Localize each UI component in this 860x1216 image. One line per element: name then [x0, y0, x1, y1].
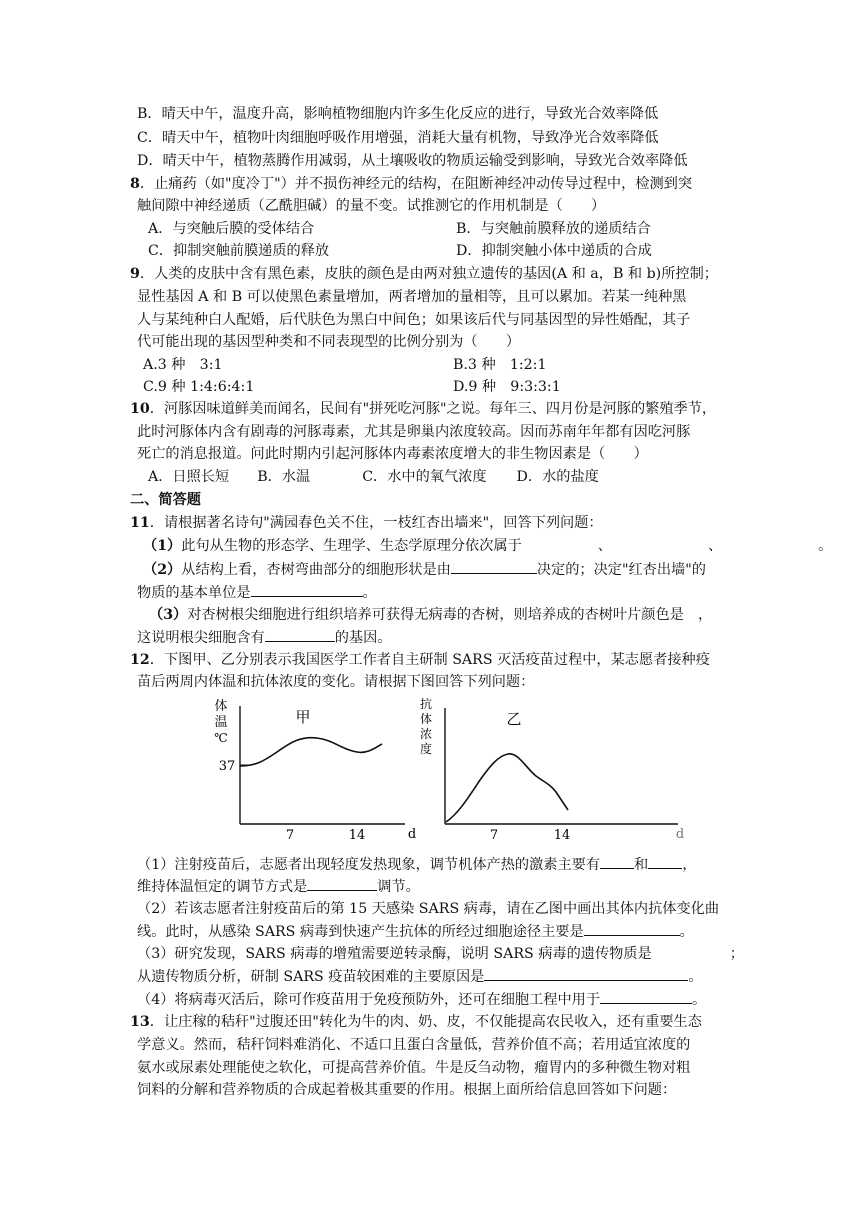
y-tick-label-37: 37: [218, 759, 236, 774]
q12-part-3-line-1: （3）研究发现，SARS 病毒的增殖需要逆转录酶，说明 SARS 病毒的遗传物质是 ；: [137, 946, 744, 962]
q10-option-b: B．水温: [257, 469, 311, 485]
answer-blank[interactable]: [451, 559, 537, 574]
q7-option-d: D．晴天中午，植物蒸腾作用减弱，从土壤吸收的物质运输受到影响，导致光合效率降低: [137, 153, 688, 169]
x-tick-label: 14: [348, 828, 366, 843]
q12-part-1-line-1: （1）注射疫苗后，志愿者出现轻度发热现象，调节机体产热的激素主要有 和 ，: [137, 854, 696, 875]
q8-option-c: C．抑制突触前膜递质的释放: [148, 243, 330, 259]
q9-option-c: C.9 种 1:4:6:4:1: [143, 379, 255, 395]
figure-title: 乙: [506, 710, 522, 728]
temperature-curve: [240, 738, 382, 766]
q12-part-4: （4）将病毒灭活后，除可作疫苗用于免疫预防外，还可在细胞工程中用于 。: [137, 989, 706, 1010]
q10-option-a: A．日照长短: [148, 469, 230, 485]
answer-blank[interactable]: [648, 854, 682, 869]
q11-part-3-line-1: （3）对杏树根尖细胞进行组织培养可获得无病毒的杏树，则培养成的杏树叶片颜色是 ，: [149, 607, 713, 623]
q8-option-b: B．与突触前膜释放的递质结合: [456, 221, 651, 237]
q9-option-a: A.3 种 3:1: [143, 357, 223, 373]
q12-stem-line-1: 12．下图甲、乙分别表示我国医学工作者自主研制 SARS 灭活疫苗过程中，某志愿者接种疫: [130, 652, 710, 668]
q12-number: 12: [130, 652, 150, 668]
q9-number: 9: [130, 266, 140, 282]
q13-stem-line-3: 氨水或尿素处理能使之软化，可提高营养价值。牛是反刍动物，瘤胃内的多种微生物对粗: [137, 1060, 691, 1076]
q12-stem-line-2: 苗后两周内体温和抗体浓度的变化。请根据下图回答下列问题：: [137, 674, 535, 690]
q11-part-1: （1）此句从生物的形态学、生理学、生态学原理分依次属于 、 、 。: [143, 538, 833, 554]
x-axis-unit: d: [407, 827, 417, 842]
q7-option-c: C．晴天中午，植物叶肉细胞呼吸作用增强，消耗大量有机物，导致净光合效率降低: [137, 130, 659, 146]
q9-stem-line-1: 9．人类的皮肤中含有黑色素，皮肤的颜色是由两对独立遗传的基因(A 和 a，B 和 b)所控制；: [130, 266, 718, 282]
y-axis-label-char: ℃: [214, 731, 228, 745]
answer-blank[interactable]: [600, 854, 634, 869]
answer-blank[interactable]: [484, 966, 688, 981]
x-tick-label: 7: [489, 828, 499, 843]
y-axis-label-char: 度: [419, 742, 433, 756]
q10-option-c: C．水中的氧气浓度: [362, 469, 487, 485]
q11-part-2-line-2: 物质的基本单位是 。: [137, 582, 377, 603]
figure-antibody-concentration: [418, 692, 698, 844]
q13-stem-line-2: 学意义。然而，秸秆饲料难消化、不适口且蛋白含量低，营养价值不高；若用适宜浓度的: [137, 1037, 691, 1053]
q10-stem-line-2: 此时河豚体内含有剧毒的河豚毒素，尤其是卵巢内浓度较高。因而苏南年年都有因吃河豚: [137, 424, 691, 440]
q9-stem-line-2: 显性基因 A 和 B 可以使黑色素量增加，两者增加的量相等，且可以累加。若某一纯种黑: [137, 289, 687, 305]
y-axis-label-char: 体: [419, 712, 433, 726]
q10-number: 10: [130, 401, 150, 417]
q12-part-1-line-2: 维持体温恒定的调节方式是 调节。: [137, 876, 420, 897]
q13-number: 13: [130, 1014, 150, 1030]
q12-part-2-line-2: 线。此时，从感染 SARS 病毒到快速产生抗体的所经过细胞途径主要是 。: [137, 921, 694, 942]
q11-number: 11: [130, 515, 150, 531]
antibody-curve: [446, 754, 568, 822]
q11-part-2-line-1: （2）从结构上看，杏树弯曲部分的细胞形状是由 决定的；决定"红杏出墙"的: [143, 559, 706, 580]
x-tick-label: 14: [553, 828, 571, 843]
answer-blank[interactable]: [251, 582, 363, 597]
q10-stem-line-3: 死亡的消息报道。问此时期内引起河豚体内毒素浓度增大的非生物因素是（ ）: [137, 446, 648, 462]
q8-stem-line-2: 触间隙中神经递质（乙酰胆碱）的量不变。试推测它的作用机制是（ ）: [137, 198, 606, 214]
x-tick-label: 7: [285, 828, 295, 843]
q10-option-d: D．水的盐度: [516, 469, 599, 485]
y-axis-label-char: 浓: [419, 727, 433, 741]
y-axis-label-char: 温: [214, 715, 228, 730]
q9-stem-line-3: 人与某纯种白人配婚，后代肤色为黑白中间色；如果该后代与同基因型的异性婚配，其子: [137, 312, 691, 328]
q9-stem-line-4: 代可能出现的基因型种类和不同表现型的比例分别为（ ）: [137, 334, 521, 350]
q12-part-3-line-2: 从遗传物质分析，研制 SARS 疫苗较困难的主要原因是 。: [137, 966, 703, 987]
q11-part-3-line-2: 这说明根尖细胞含有 的基因。: [137, 627, 391, 648]
q10-stem-line-1: 10．河豚因味道鲜美而闻名，民间有"拼死吃河豚"之说。每年三、四月份是河豚的繁殖季节，: [130, 401, 717, 417]
y-axis-label-char: 体: [214, 699, 228, 714]
q13-stem-line-1: 13．让庄稼的秸秆"过腹还田"转化为牛的肉、奶、皮，不仅能提高农民收入，还有重要生态: [130, 1014, 702, 1030]
answer-blank[interactable]: [584, 921, 680, 936]
x-axis-unit: d: [675, 827, 685, 842]
q12-part-2-line-1: （2）若该志愿者注射疫苗后的第 15 天感染 SARS 病毒，请在乙图中画出其体内抗体变化曲: [137, 901, 720, 917]
q9-option-d: D.9 种 9:3:3:1: [453, 379, 561, 395]
section-heading: 二、简答题: [130, 492, 201, 508]
q10-options: [148, 467, 599, 487]
figure-body-temperature: [205, 692, 425, 844]
q13-stem-line-4: 饲料的分解和营养物质的合成起着极其重要的作用。根据上面所给信息回答如下问题：: [137, 1082, 677, 1098]
q8-option-d: D．抑制突触小体中递质的合成: [456, 243, 652, 259]
answer-blank[interactable]: [307, 876, 377, 891]
answer-blank[interactable]: [600, 989, 692, 1004]
y-axis-label-char: 抗: [419, 697, 433, 711]
q9-option-b: B.3 种 1:2:1: [453, 357, 547, 373]
q11-stem: 11．请根据著名诗句"满园春色关不住，一枝红杏出墙来"，回答下列问题：: [130, 515, 603, 531]
q8-stem-line-1: 8．止痛药（如"度冷丁"）并不损伤神经元的结构，在阻断神经冲动传导过程中，检测到突: [130, 176, 693, 192]
q8-number: 8: [130, 176, 140, 192]
figure-title: 甲: [295, 708, 311, 726]
answer-blank[interactable]: [265, 627, 335, 642]
q7-option-b: B．晴天中午，温度升高，影响植物细胞内许多生化反应的进行，导致光合效率降低: [137, 106, 659, 122]
q8-option-a: A．与突触后膜的受体结合: [148, 221, 315, 237]
